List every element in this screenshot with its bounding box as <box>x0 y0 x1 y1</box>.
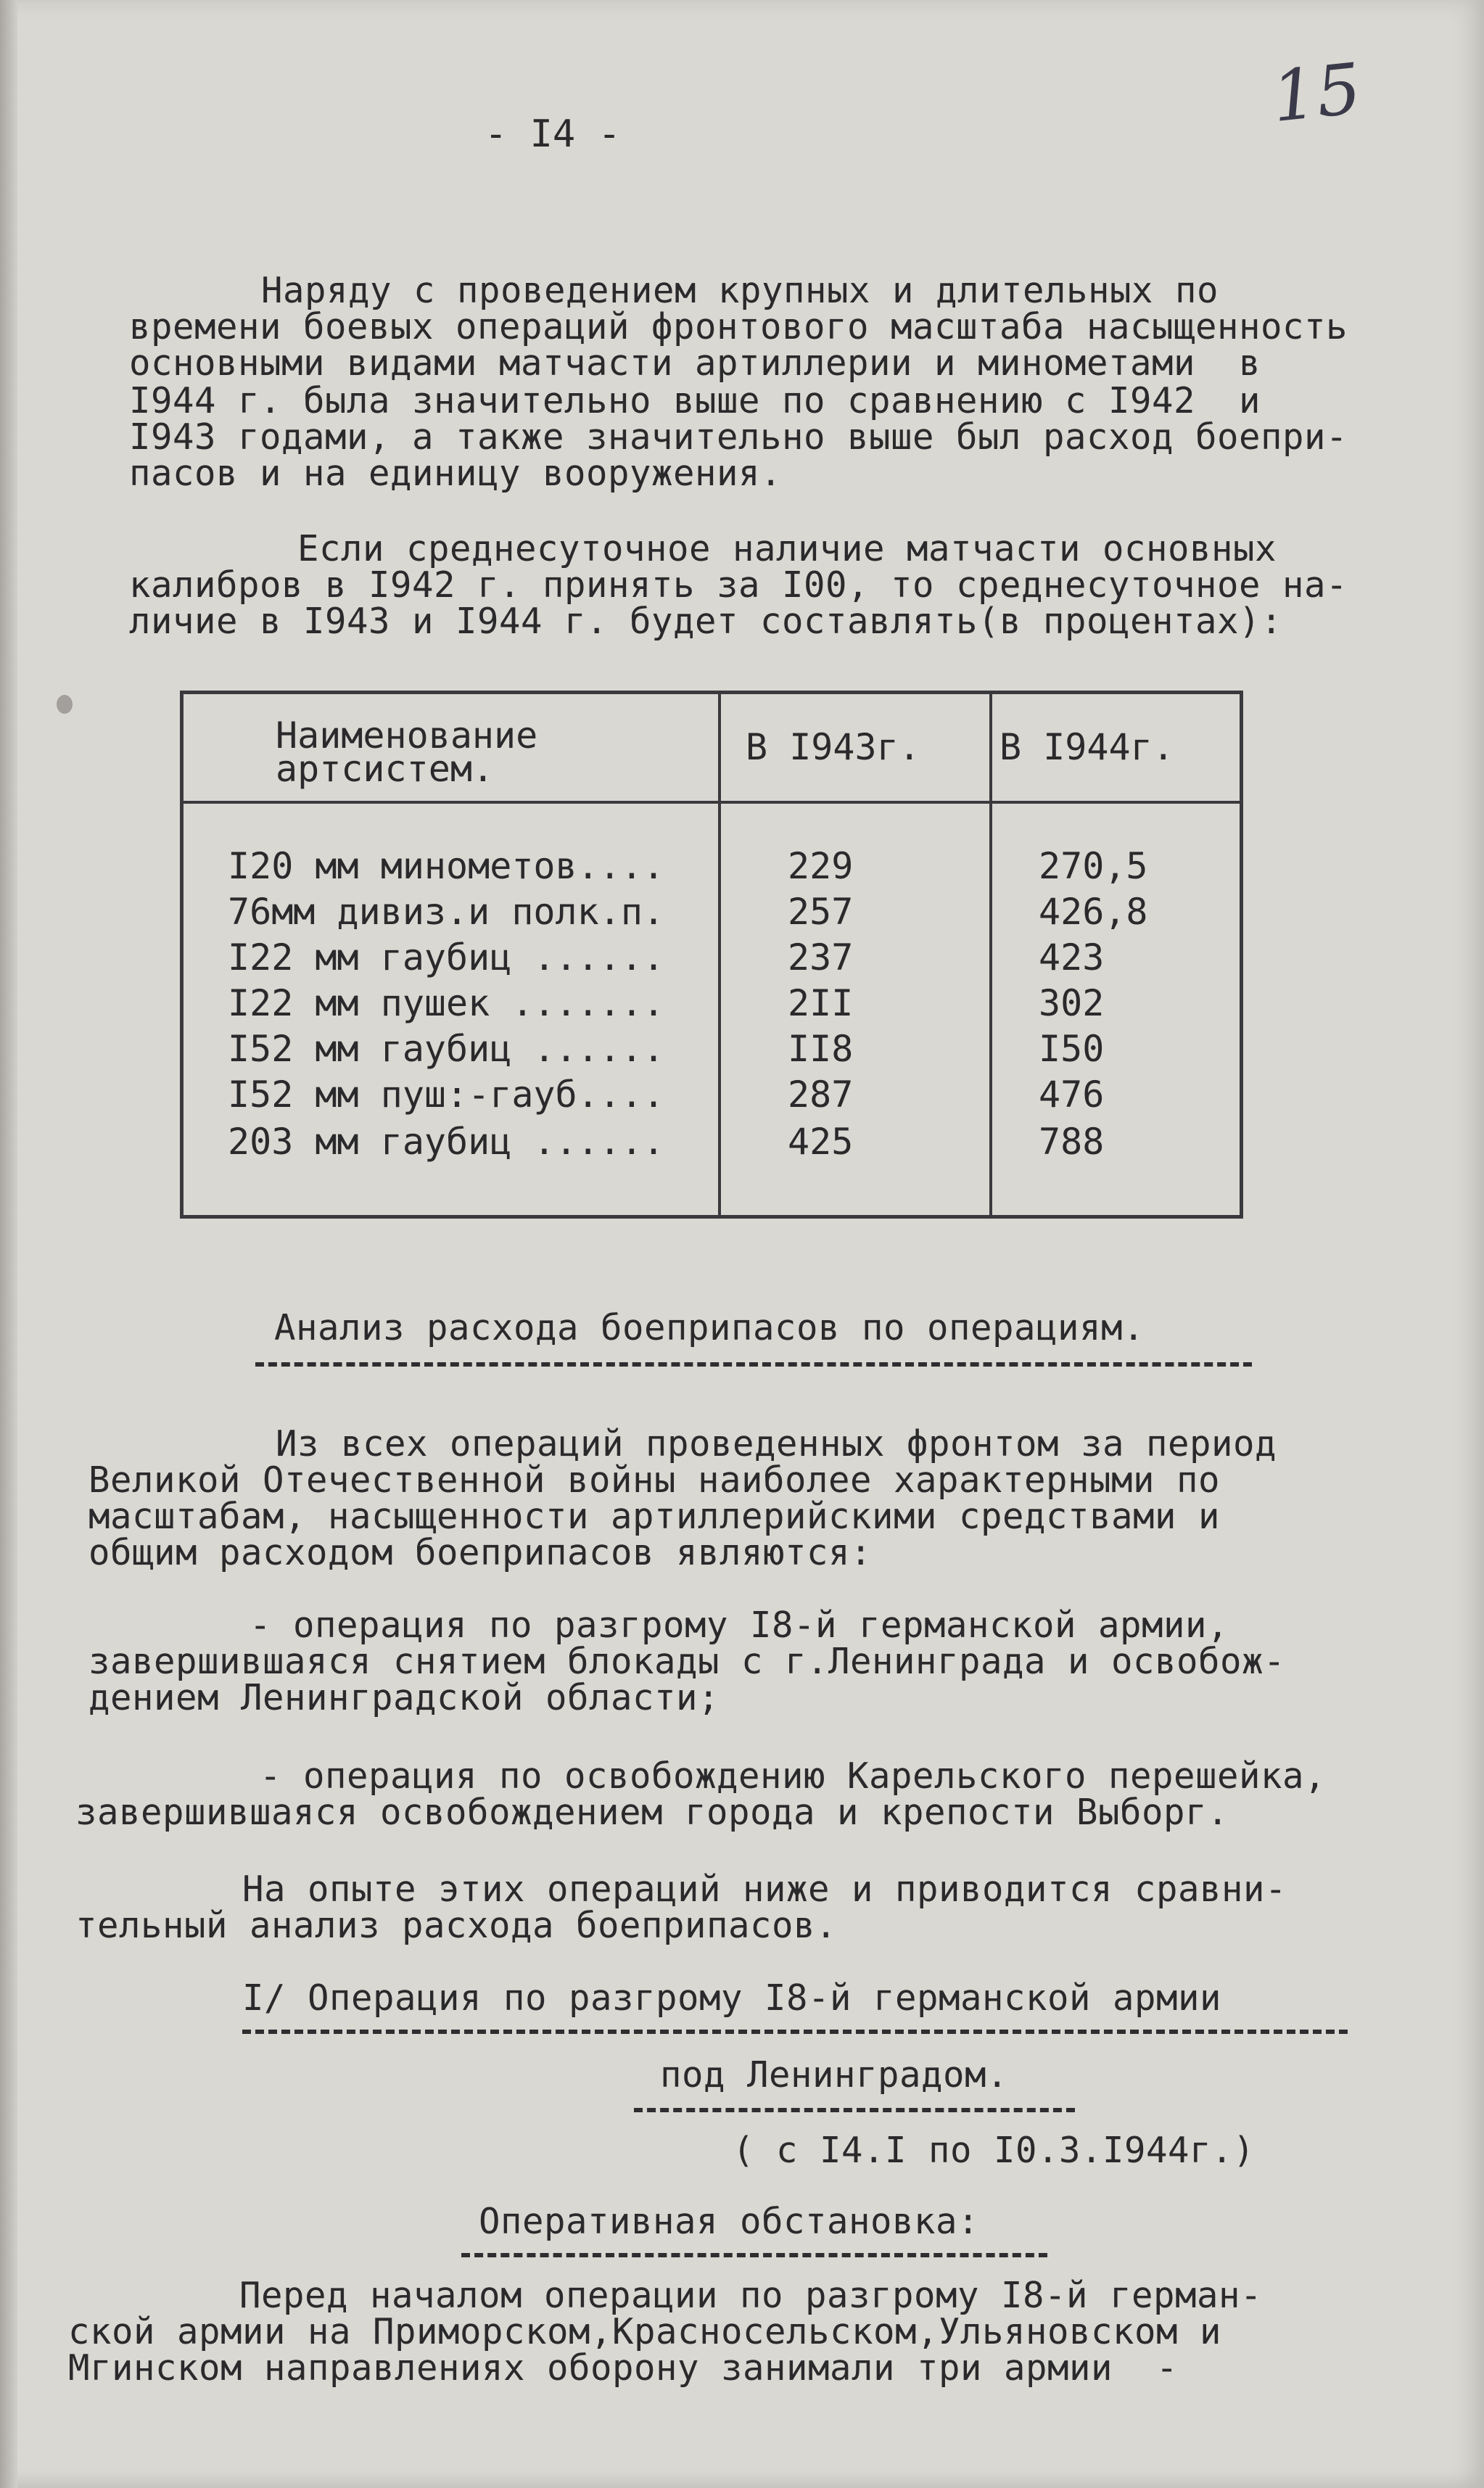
situation-line: ской армии на Приморском,Красносельском,Ульяновском и <box>68 2311 1222 2352</box>
table-row-1944: 426,8 <box>1039 891 1148 933</box>
table-row-1944: I50 <box>1039 1028 1105 1070</box>
table-row-1943: II8 <box>788 1028 854 1070</box>
experience-line: На опыте этих операций ниже и приводится сравни- <box>242 1869 1287 1910</box>
table-row-name: I22 мм пушек ....... <box>228 982 665 1024</box>
bullet-line: дением Ленинградской области; <box>88 1677 720 1718</box>
operation-heading: I/ Операция по разгрому I8-й германской армии <box>242 1977 1222 2019</box>
operation-heading-location: под Ленинградом. <box>660 2054 1009 2096</box>
intro-line: основными видами матчасти артиллерии и минометами в <box>129 342 1261 384</box>
situation-line: Перед началом операции по разгрому I8-й герман- <box>239 2275 1263 2316</box>
location-underline <box>634 2108 1075 2112</box>
table-header-name: артсистем. <box>276 748 495 790</box>
table-row-name: I52 мм пуш:-гауб.... <box>228 1074 665 1116</box>
comparison-line: Если среднесуточное наличие матчасти основных <box>297 528 1277 569</box>
page-binding-edge <box>0 0 17 2488</box>
operation-heading-underline <box>242 2030 1348 2034</box>
bullet-line: - операция по освобождению Карельского перешейка, <box>260 1755 1327 1797</box>
analysis-line: общим расходом боеприпасов являются: <box>88 1532 873 1573</box>
table-header-1944: В I944г. <box>999 726 1174 768</box>
table-row-name: I52 мм гаубиц ...... <box>228 1028 665 1070</box>
bullet-line: завершившаяся снятием блокады с г.Ленинграда и освобож- <box>88 1641 1286 1682</box>
table-border-right <box>1240 691 1243 1219</box>
intro-line: пасов и на единицу вооружения. <box>129 453 783 494</box>
situation-underline <box>461 2253 1047 2257</box>
experience-line: тельный анализ расхода боеприпасов. <box>75 1905 838 1946</box>
table-column-divider <box>989 691 992 1219</box>
table-row-1943: 287 <box>788 1074 854 1116</box>
intro-line: Наряду с проведением крупных и длительных по <box>261 270 1219 311</box>
situation-heading: Оперативная обстановка: <box>479 2201 980 2242</box>
table-row-name: I20 мм минометов.... <box>228 845 665 887</box>
table-column-divider <box>718 691 721 1219</box>
analysis-line: Из всех операций проведенных фронтом за период <box>276 1423 1277 1465</box>
analysis-heading: Анализ расхода боеприпасов по операциям. <box>274 1307 1145 1348</box>
heading-underline <box>255 1362 1252 1367</box>
comparison-line: личие в I943 и I944 г. будет составлять(в процентах): <box>129 601 1283 642</box>
table-row-name: I22 мм гаубиц ...... <box>228 936 665 979</box>
table-header-name: Наименование <box>276 714 538 757</box>
table-row-1943: 257 <box>788 891 854 933</box>
table-row-1943: 237 <box>788 936 854 979</box>
table-header-divider <box>180 801 1243 804</box>
table-row-1944: 423 <box>1039 936 1105 979</box>
table-row-1943: 2II <box>788 982 854 1024</box>
table-row-1943: 229 <box>788 845 854 887</box>
situation-line: Мгинском направлениях оборону занимали три армии - <box>68 2347 1179 2389</box>
page-number: - I4 - <box>485 112 621 156</box>
table-row-1944: 788 <box>1039 1121 1105 1163</box>
table-row-1944: 270,5 <box>1039 845 1148 887</box>
analysis-line: Великой Отечественной войны наиболее характерными по <box>88 1459 1221 1501</box>
paper-spot <box>57 695 73 714</box>
table-border-left <box>180 691 184 1219</box>
artillery-table <box>180 691 1243 1219</box>
comparison-line: калибров в I942 г. принять за I00, то среднесуточное на- <box>129 564 1348 606</box>
table-row-1943: 425 <box>788 1121 854 1163</box>
table-row-1944: 302 <box>1039 982 1105 1024</box>
table-row-name: 203 мм гаубиц ...... <box>228 1121 665 1163</box>
operation-dates: ( с I4.I по I0.3.I944г.) <box>733 2130 1256 2171</box>
handwritten-folio-number: 15 <box>1268 47 1365 139</box>
table-border-bottom <box>180 1215 1243 1219</box>
table-border-top <box>180 691 1243 694</box>
intro-line: I943 годами, а также значительно выше был расход боепри- <box>129 416 1348 458</box>
table-row-1944: 476 <box>1039 1074 1105 1116</box>
bullet-line: завершившаяся освобождением города и крепости Выборг. <box>75 1792 1229 1833</box>
table-row-name: 76мм дивиз.и полк.п. <box>228 891 665 933</box>
intro-line: времени боевых операций фронтового масштаба насыщенность <box>129 306 1348 347</box>
bullet-line: - операция по разгрому I8-й германской армии, <box>250 1605 1229 1646</box>
intro-line: I944 г. была значительно выше по сравнению с I942 и <box>129 380 1261 421</box>
analysis-line: масштабам, насыщенности артиллерийскими средствами и <box>88 1496 1221 1537</box>
table-header-1943: В I943г. <box>746 726 920 768</box>
